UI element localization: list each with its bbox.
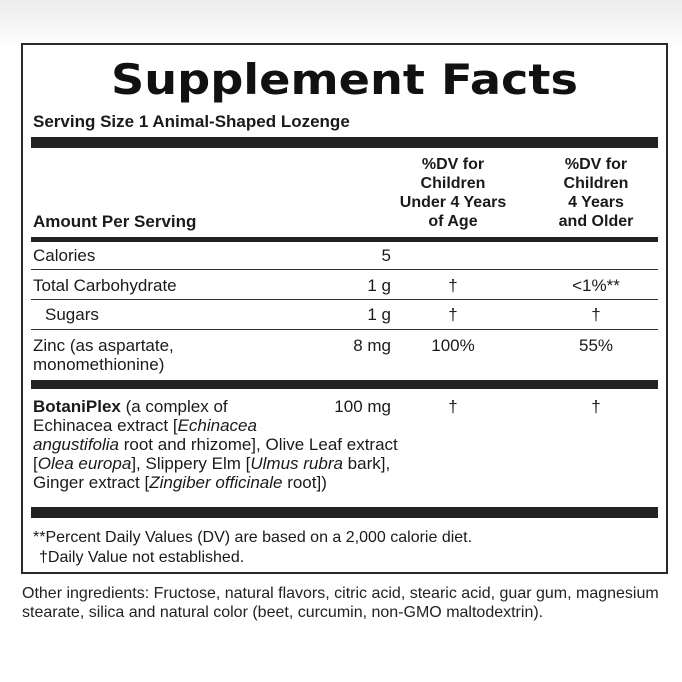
top-background-band [0, 0, 682, 48]
footnote-dv-not-established: †Daily Value not established. [39, 549, 245, 566]
row-carb-name: Total Carbohydrate [33, 276, 177, 295]
header-dv-4-and-older: %DV for Children 4 Years and Older [558, 156, 634, 230]
row-calories-amount: 5 [381, 246, 391, 265]
amount-per-serving-label: Amount Per Serving [33, 212, 197, 231]
botaniplex-dv-4plus: † [591, 397, 601, 416]
row-calories-name: Calories [33, 246, 96, 265]
other-ingredients: Other ingredients: Fructose, natural flavors, citric acid, stearic acid, guar gum, magnesium stearate, silica and natural color (beet, curcumin, non-GMO maltodextrin). [22, 585, 659, 621]
botaniplex-description: BotaniPlex (a complex of Echinacea extract [Echinacea angustifolia root and rhizome], Olive Leaf extract [Olea europa], Slippery Elm [Ulmus rubra bark], Ginger extract [Zingiber officinale root]) [33, 397, 398, 492]
footnote-percent-dv: **Percent Daily Values (DV) are based on a 2,000 calorie diet. [33, 529, 473, 546]
row-divider [31, 269, 658, 270]
divider-botaniplex [31, 380, 658, 389]
row-zinc-amount: 8 mg [353, 336, 391, 355]
row-carb-amount: 1 g [367, 276, 391, 295]
panel-title: Supplement Facts [110, 55, 579, 104]
botaniplex-name: BotaniPlex [33, 397, 121, 416]
supplement-facts-panel [21, 43, 668, 574]
botaniplex-dv-under4: † [448, 397, 458, 416]
divider-thick-bottom [31, 507, 658, 518]
serving-size: Serving Size 1 Animal-Shaped Lozenge [33, 112, 350, 131]
row-zinc-dv-under4: 100% [431, 336, 475, 355]
row-sugars-dv-under4: † [448, 305, 458, 324]
divider-header [31, 237, 658, 242]
row-divider [31, 329, 658, 330]
header-dv-under-4: %DV for Children Under 4 Years of Age [399, 156, 507, 230]
row-sugars-dv-4plus: † [591, 305, 601, 324]
row-zinc-name: Zinc (as aspartate, monomethionine) [33, 336, 174, 374]
row-sugars-name: Sugars [45, 305, 99, 324]
row-carb-dv-under4: † [448, 276, 458, 295]
row-divider [31, 299, 658, 300]
row-sugars-amount: 1 g [367, 305, 391, 324]
row-zinc-dv-4plus: 55% [578, 336, 614, 355]
divider-thick-top [31, 137, 658, 148]
row-carb-dv-4plus: <1%** [572, 276, 620, 295]
botaniplex-amount: 100 mg [334, 397, 391, 416]
